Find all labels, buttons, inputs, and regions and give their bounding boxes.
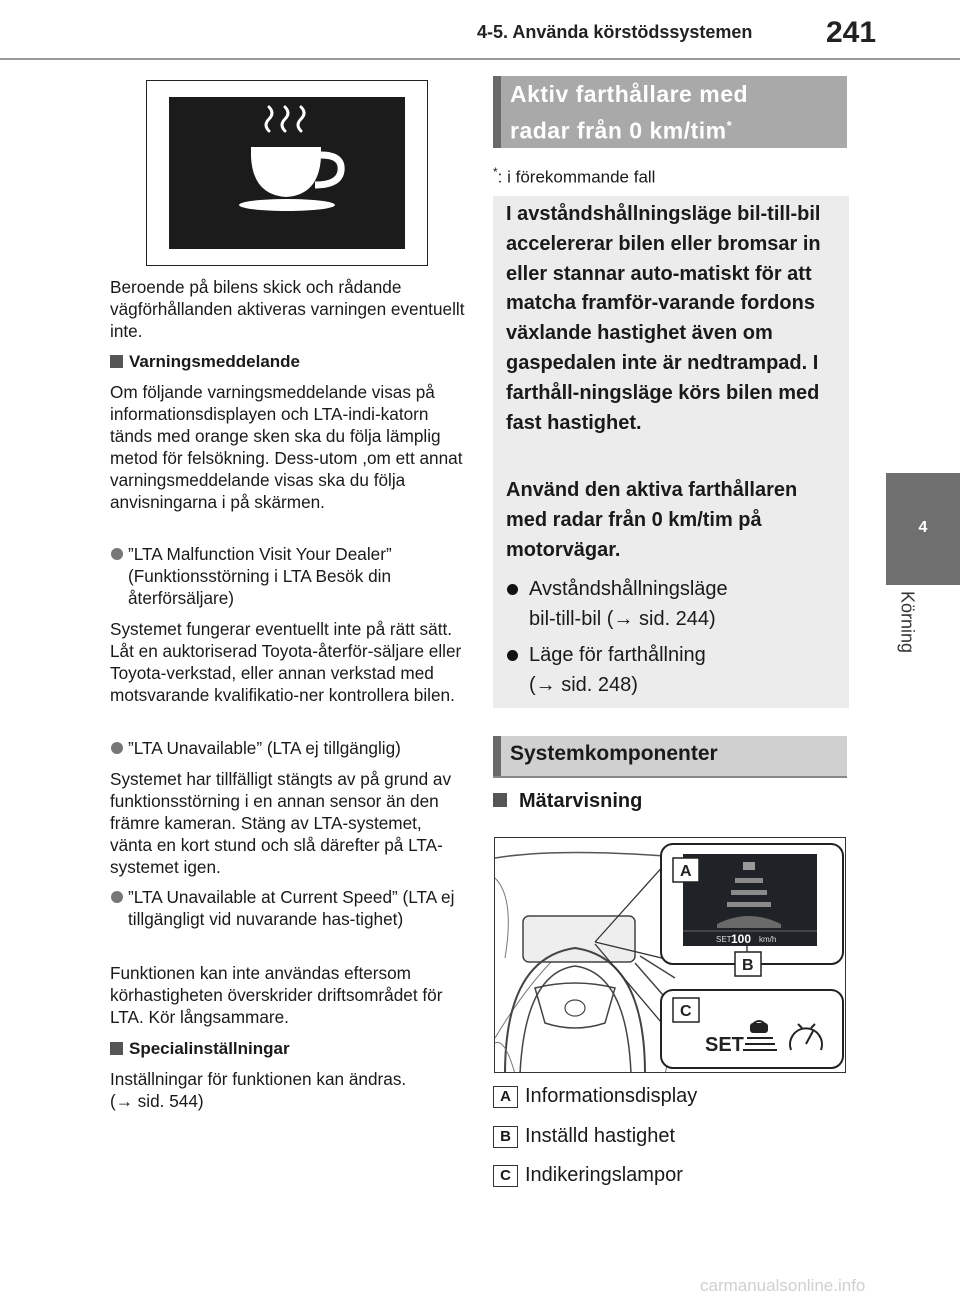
special-heading: Specialinställningar [110, 1039, 290, 1059]
svg-text:SET: SET [705, 1034, 744, 1056]
system-components-banner [493, 736, 847, 778]
legend-item-b: B Inställd hastighet [493, 1125, 675, 1148]
square-bullet-icon [110, 355, 123, 368]
instrument-cluster [523, 916, 635, 962]
banner-accent-bar [493, 76, 501, 148]
acc-banner [493, 76, 847, 148]
svg-text:A: A [680, 863, 692, 880]
page-reference-link[interactable]: bil-till-bil (→ sid. 244) [529, 608, 716, 630]
dashboard-illustration [495, 838, 846, 1073]
legend-item-a: A Informationsdisplay [493, 1085, 697, 1108]
display-panel [169, 97, 405, 249]
page-number: 241 [826, 16, 877, 49]
message-item-3: ”LTA Unavailable at Current Speed” (LTA ej tillgängligt vid nuvarande has-tighet) [110, 886, 466, 930]
message-2-text: Systemet har tillfälligt stängts av på grund av funktionsstörning i en annan sensor än den främre kameran. Stäng av LTA-systemet, vänta en kort stund och slå därefter på LTA-systemet igen. [110, 769, 452, 877]
svg-text:C: C [680, 1003, 692, 1020]
legend-item-c: C Indikeringslampor [493, 1164, 683, 1187]
square-bullet-icon [493, 793, 507, 807]
special-paragraph: Inställningar för funktionen kan ändras. (→ sid. 544) [110, 1069, 407, 1111]
banner-title-line2: radar från 0 km/tim* [510, 117, 733, 144]
bullet-dot-icon [111, 548, 123, 560]
bullet-dot-icon [111, 742, 123, 754]
summary-bullet-1: Avståndshållningsläge bil-till-bil (→ sid. 244) [506, 574, 836, 634]
warning-heading: Varningsmeddelande [110, 352, 300, 372]
bullet-dot-icon [111, 891, 123, 903]
header-rule [0, 58, 960, 60]
page-reference-link[interactable]: (→ sid. 248) [529, 674, 638, 696]
bullet-dot-icon [507, 584, 518, 595]
section-title: 4-5. Använda körstödssystemen [477, 22, 753, 42]
warning-paragraph: Om följande varningsmeddelande visas på informationsdisplayen och LTA-indi-katorn tänds med orange sken ska du följa lämplig metod för felsökning. Dess-utom ,om ett annat varningsmeddelande visas ska du följa anvisningarna i på skärmen. [110, 382, 463, 512]
intro-paragraph: Beroende på bilens skick och rådande vägförhållanden aktiveras varningen eventuellt inte. [110, 277, 465, 341]
banner-title-line1: Aktiv farthållare med [510, 81, 749, 107]
page-reference-link[interactable]: (→ sid. 544) [110, 1091, 204, 1111]
summary-paragraph-1: I avståndshållningsläge bil-till-bil accelererar bilen eller bromsar in eller stannar auto-matiskt för att matcha framför-varande fordons växlande hastighet även om gaspedalen inte är nedtrampad. I farthåll-ningsläge körs bilen med fast hastighet. [506, 203, 821, 434]
banner-accent-bar [493, 736, 501, 776]
chapter-label: Körning [897, 590, 918, 654]
watermark: carmanualsonline.info [700, 1276, 866, 1295]
message-3-text: Funktionen kan inte användas eftersom körhastigheten överskrider driftsområdet för LTA. Kör långsammare. [110, 963, 443, 1027]
square-bullet-icon [110, 1042, 123, 1055]
summary-bullet-2: Läge för farthållning (→ sid. 248) [506, 640, 836, 700]
coffee-warning-figure [146, 80, 428, 266]
svg-text:SET: SET [716, 935, 732, 944]
summary-box [493, 196, 849, 708]
svg-text:B: B [742, 957, 754, 974]
system-components-heading: Systemkomponenter [510, 742, 718, 765]
bullet-dot-icon [507, 650, 518, 661]
message-item-1: ”LTA Malfunction Visit Your Dealer” (Funktionsstörning i LTA Besök din återförsäljare) [110, 543, 466, 609]
message-1-text: Systemet fungerar eventuellt inte på rätt sätt. Låt en auktoriserad Toyota-återför-säljare eller Toyota-verkstad, eller annan verkstad med motsvarande kvalifikatio-ner kontrollera bilen. [110, 619, 462, 705]
coffee-cup-icon [169, 97, 405, 249]
message-item-2: ”LTA Unavailable” (LTA ej tillgänglig) [110, 737, 466, 759]
svg-text:km/h: km/h [759, 935, 777, 944]
chapter-tab[interactable] [886, 473, 960, 585]
meter-display-heading: Mätarvisning [493, 790, 642, 813]
meter-figure [494, 837, 846, 1073]
svg-text:100: 100 [731, 932, 752, 946]
summary-paragraph-2: Använd den aktiva farthållaren med radar från 0 km/tim på motorvägar. [506, 479, 798, 561]
footnote: *: i förekommande fall [493, 165, 656, 187]
chapter-number: 4 [918, 519, 928, 536]
